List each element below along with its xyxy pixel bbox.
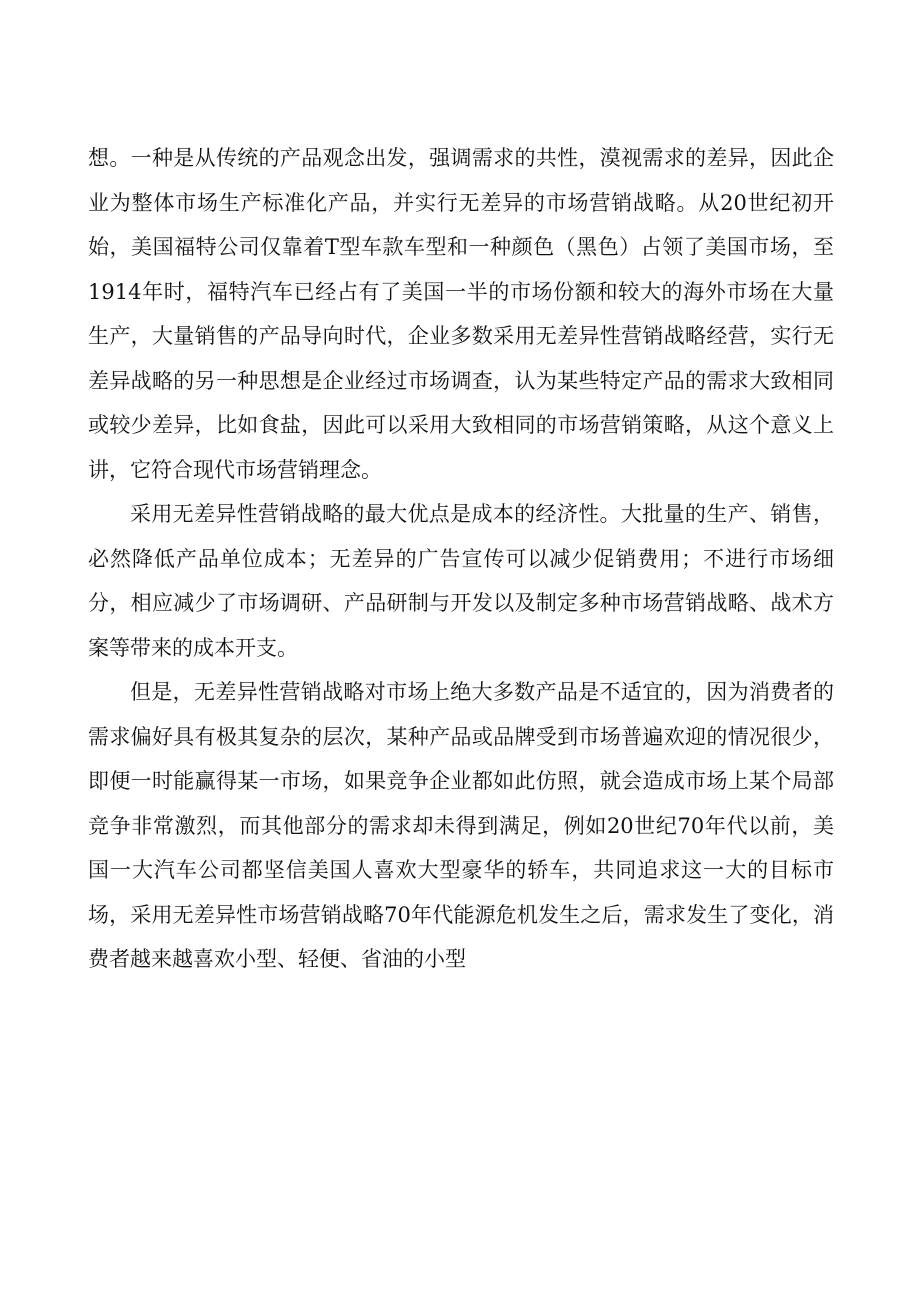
paragraph-2: 采用无差异性营销战略的最大优点是成本的经济性。大批量的生产、销售，必然降低产品单位成本；无差异的广告宣传可以减少促销费用；不进行市场细分，相应减少了市场调研、产品研制与开发以及制定多种市场营销战略、战术方案等带来的成本开支。	[88, 502, 834, 660]
paragraph-3: 但是，无差异性营销战略对市场上绝大多数产品是不适宜的，因为消费者的需求偏好具有极其复杂的层次，某种产品或品牌受到市场普遍欢迎的情况很少，即便一时能赢得某一市场，如果竞争企业都如此仿照，就会造成市场上某个局部竞争非常激烈，而其他部分的需求却未得到满足，例如20世纪70年代以前，美国一大汽车公司都坚信美国人喜欢大型豪华的轿车，共同追求这一大的目标市场，采用无差异性市场营销战略70年代能源危机发生之后，需求发生了变化，消费者越来越喜欢小型、轻便、省油的小型	[88, 680, 834, 971]
paragraph-1: 想。一种是从传统的产品观念出发，强调需求的共性，漠视需求的差异，因此企业为整体市场生产标准化产品，并实行无差异的市场营销战略。从20世纪初开始，美国福特公司仅靠着T型车款车型和一种颜色（黑色）占领了美国市场，至1914年时，福特汽车已经占有了美国一半的市场份额和较大的海外市场在大量生产，大量销售的产品导向时代，企业多数采用无差异性营销战略经营，实行无差异战略的另一种思想是企业经过市场调查，认为某些特定产品的需求大致相同或较少差异，比如食盐，因此可以采用大致相同的市场营销策略，从这个意义上讲，它符合现代市场营销理念。	[88, 146, 834, 482]
body-text	[88, 136, 834, 982]
